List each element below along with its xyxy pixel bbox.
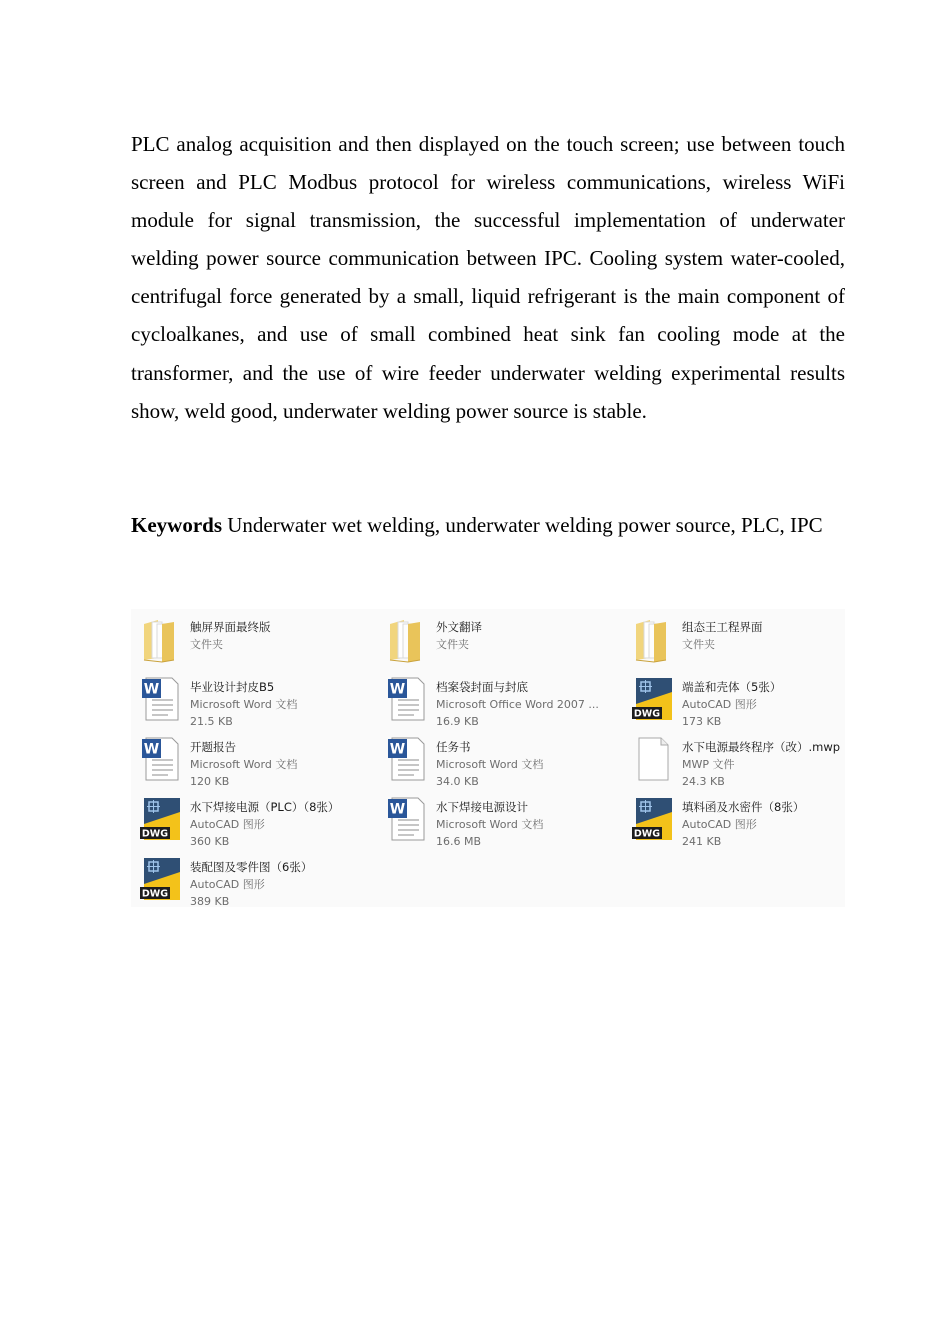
- file-size: 16.9 KB: [436, 715, 479, 728]
- folder-icon: [384, 614, 430, 664]
- file-item[interactable]: [377, 729, 617, 789]
- word-document-icon: [138, 674, 184, 724]
- file-type: Microsoft Word 文档: [436, 818, 544, 831]
- file-name: 开题报告: [190, 740, 236, 754]
- file-type: 文件夹: [682, 638, 715, 651]
- file-type: Microsoft Word 文档: [190, 698, 298, 711]
- file-item[interactable]: [131, 609, 371, 669]
- file-type: 文件夹: [436, 638, 469, 651]
- file-name: 毕业设计封皮B5: [190, 680, 275, 694]
- file-name: 水下焊接电源设计: [436, 800, 528, 814]
- file-explorer-screenshot: [131, 609, 845, 907]
- file-size: 16.6 MB: [436, 835, 482, 848]
- svg-text:DWG: DWG: [141, 888, 169, 900]
- dwg-file-icon: [630, 674, 676, 724]
- file-name: 装配图及零件图（6张）: [190, 860, 313, 874]
- file-item[interactable]: [131, 729, 371, 789]
- keywords-text: Underwater wet welding, underwater welding power source, PLC, IPC: [222, 513, 823, 537]
- svg-text:DWG: DWG: [141, 828, 169, 840]
- svg-text:DWG: DWG: [633, 828, 661, 840]
- file-item[interactable]: [623, 609, 863, 669]
- word-document-icon: [138, 734, 184, 784]
- file-name: 任务书: [436, 740, 471, 754]
- file-item[interactable]: [377, 789, 617, 849]
- word-document-icon: [384, 734, 430, 784]
- abstract-paragraph: PLC analog acquisition and then displayed on the touch screen; use between touch screen and PLC Modbus protocol for wireless communications, wireless WiFi module for signal transmission, the successful implementation of underwater welding power source communication between IPC. Cooling system water-cooled, centrifugal force generated by a small, liquid refrigerant is the main component of cycloalkanes, and use of small combined heat sink fan cooling mode at the transformer, and the use of wire feeder underwater welding experimental results show, weld good, underwater welding power source is stable.: [131, 132, 845, 423]
- file-name: 触屏界面最终版: [190, 620, 271, 634]
- svg-text:W: W: [143, 681, 160, 698]
- file-type: AutoCAD 图形: [190, 818, 265, 831]
- file-size: 21.5 KB: [190, 715, 233, 728]
- file-size: 34.0 KB: [436, 775, 479, 788]
- file-item[interactable]: [131, 789, 371, 849]
- svg-text:W: W: [389, 801, 406, 818]
- file-name: 填料函及水密件（8张）: [682, 800, 805, 814]
- file-type: AutoCAD 图形: [682, 698, 757, 711]
- svg-text:DWG: DWG: [633, 708, 661, 720]
- blank-file-icon: [630, 734, 676, 784]
- file-type: AutoCAD 图形: [682, 818, 757, 831]
- file-name: 档案袋封面与封底: [436, 680, 528, 694]
- keywords-label: Keywords: [131, 513, 222, 537]
- file-name: 端盖和壳体（5张）: [682, 680, 782, 694]
- file-item[interactable]: [623, 729, 863, 789]
- svg-text:W: W: [389, 681, 406, 698]
- file-item[interactable]: [131, 849, 371, 909]
- file-name: 水下电源最终程序（改）.mwp: [682, 740, 841, 754]
- file-size: 173 KB: [682, 715, 722, 728]
- word-document-icon: [384, 674, 430, 724]
- file-size: 389 KB: [190, 895, 230, 908]
- file-name: 水下焊接电源（PLC）（8张）: [190, 800, 340, 814]
- word-document-icon: [384, 794, 430, 844]
- keywords-paragraph: [131, 506, 845, 544]
- file-name: 组态王工程界面: [682, 620, 763, 634]
- file-item[interactable]: [623, 789, 863, 849]
- file-item[interactable]: [377, 669, 617, 729]
- file-item[interactable]: [131, 669, 371, 729]
- file-type: Microsoft Word 文档: [190, 758, 298, 771]
- file-size: 24.3 KB: [682, 775, 725, 788]
- svg-text:W: W: [143, 741, 160, 758]
- folder-icon: [630, 614, 676, 664]
- file-type: Microsoft Office Word 2007 ...: [436, 698, 599, 711]
- file-type: Microsoft Word 文档: [436, 758, 544, 771]
- file-name: 外文翻译: [436, 620, 482, 634]
- file-type: MWP 文件: [682, 758, 735, 771]
- dwg-file-icon: [630, 794, 676, 844]
- dwg-file-icon: [138, 794, 184, 844]
- svg-text:W: W: [389, 741, 406, 758]
- file-type: AutoCAD 图形: [190, 878, 265, 891]
- folder-icon: [138, 614, 184, 664]
- file-size: 120 KB: [190, 775, 230, 788]
- file-item[interactable]: [377, 609, 617, 669]
- file-type: 文件夹: [190, 638, 223, 651]
- file-size: 360 KB: [190, 835, 230, 848]
- file-size: 241 KB: [682, 835, 722, 848]
- dwg-file-icon: [138, 854, 184, 904]
- file-item[interactable]: [623, 669, 863, 729]
